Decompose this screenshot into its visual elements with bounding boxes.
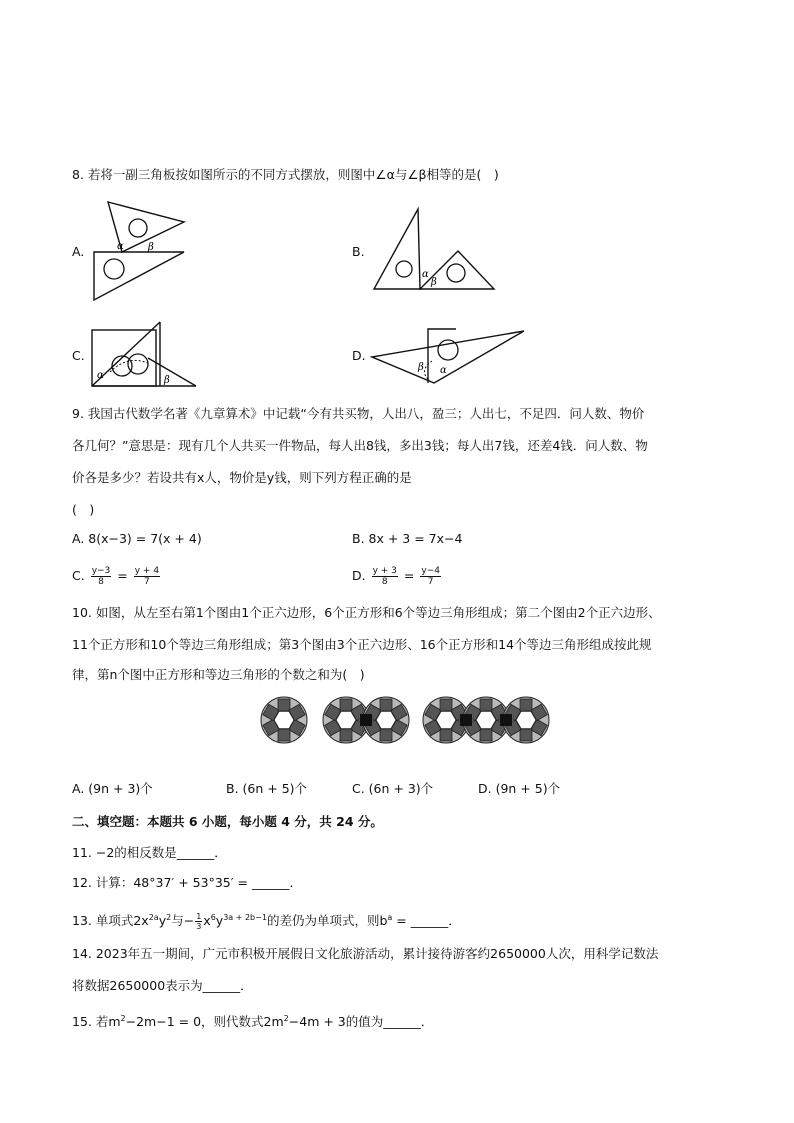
q10-line-2: 11个正方形和10个等边三角形组成；第3个图由3个正六边形、16个正方形和14个等边三角形组成按此规 [72,637,652,652]
pattern-3-joint-square-1 [460,714,472,726]
q13: 13. 单项式$2x^{2a}y^2$与− $\frac{1}{3}$ $x^6y^{3a + 2b-1}$的差仍为单项式，则$b^a$ = ______． [72,912,461,932]
q8a-beta: β [148,242,154,253]
q8b-beta: β [431,277,437,288]
q9-c-fraction-1: $\frac{y-3}{8}$ [91,566,111,587]
q10-option-d[interactable]: D. (9n + 5)个 [478,781,561,796]
q8-option-b-label[interactable]: B. [352,244,365,259]
pattern-2-joint-square [360,714,372,726]
q10-pattern-figure [258,692,548,748]
q8a-alpha: α [117,241,124,252]
q8-option-c-label[interactable]: C. [72,348,85,363]
q10-option-c[interactable]: C. (6n + 3)个 [352,781,434,796]
q9-option-a[interactable]: A. 8(x−3) = 7(x + 4) [72,531,202,546]
q8-figure-b [372,207,498,295]
q9-option-c-label: C. [72,568,85,583]
q13-fraction: $\frac{1}{3}$ [196,912,202,932]
q8c-beta: β [164,375,170,386]
q8c-alpha: α [97,370,104,381]
q11: 11. −2的相反数是______． [72,845,227,860]
q9-d-fraction-1: $\frac{y + 3}{8}$ [372,566,397,587]
q8-option-d-label[interactable]: D. [352,348,366,363]
q9-line-3: 价各是多少？若设共有x人，物价是y钱，则下列方程正确的是 [72,470,412,485]
q8d-beta: β [418,362,424,373]
q8-option-a-label[interactable]: A. [72,244,85,259]
q8b-alpha: α [422,269,429,280]
q14-line-1: 14. 2023年五一期间，广元市积极开展假日文化旅游活动，累计接待游客约2650000人次，用科学记数法 [72,946,659,961]
q9-line-2: 各几何？”意思是：现有几个人共买一件物品，每人出8钱，多出3钱；每人出7钱，还差4钱．问人数、物 [72,438,648,453]
section-2-heading: 二、填空题：本题共 6 小题，每小题 4 分，共 24 分。 [72,814,383,829]
q10-line-1: 10. 如图，从左至右第1个图由1个正六边形，6个正方形和6个等边三角形组成；第二个图由2个正六边形、 [72,605,661,620]
q8-stem: 8. 若将一副三角板按如图所示的不同方式摆放，则图中∠α与∠β相等的是( ) [72,167,499,182]
q9-option-d-label: D. [352,568,366,583]
q10-option-a[interactable]: A. (9n + 3)个 [72,781,153,796]
q9-c-fraction-2: $\frac{y + 4}{7}$ [134,566,160,587]
q8-figure-c [88,320,200,390]
q9-option-d[interactable]: D. $\frac{y + 3}{8}$ = $\frac{y-4}{7}$ [352,566,440,587]
q8-figure-a [84,200,194,305]
q8d-alpha: α [440,365,447,376]
pattern-1-ring-1 [261,697,307,743]
q10-line-3: 律，第n个图中正方形和等边三角形的个数之和为( ) [72,667,365,682]
q15: 15. 若$m^2-2m-1 = 0$，则代数式$2m^2-4m + 3$的值为______． [72,1014,434,1030]
pattern-3-joint-square-2 [500,714,512,726]
q10-option-b[interactable]: B. (6n + 5)个 [226,781,308,796]
q9-line-1: 9. 我国古代数学名著《九章算术》中记载“今有共买物，人出八，盈三；人出七，不足四．问人数、物价 [72,406,645,421]
q9-option-b[interactable]: B. 8x + 3 = 7x−4 [352,531,463,546]
q14-line-2: 将数据2650000表示为______． [72,978,253,993]
q9-option-c[interactable]: C. $\frac{y-3}{8}$ = $\frac{y + 4}{7}$ [72,566,160,587]
q9-d-fraction-2: $\frac{y-4}{7}$ [421,566,440,587]
q8-figure-d [370,325,528,387]
q9-answer-paren: ( ) [72,502,95,517]
q12: 12. 计算：48°37′ + 53°35′ = ______． [72,875,302,890]
